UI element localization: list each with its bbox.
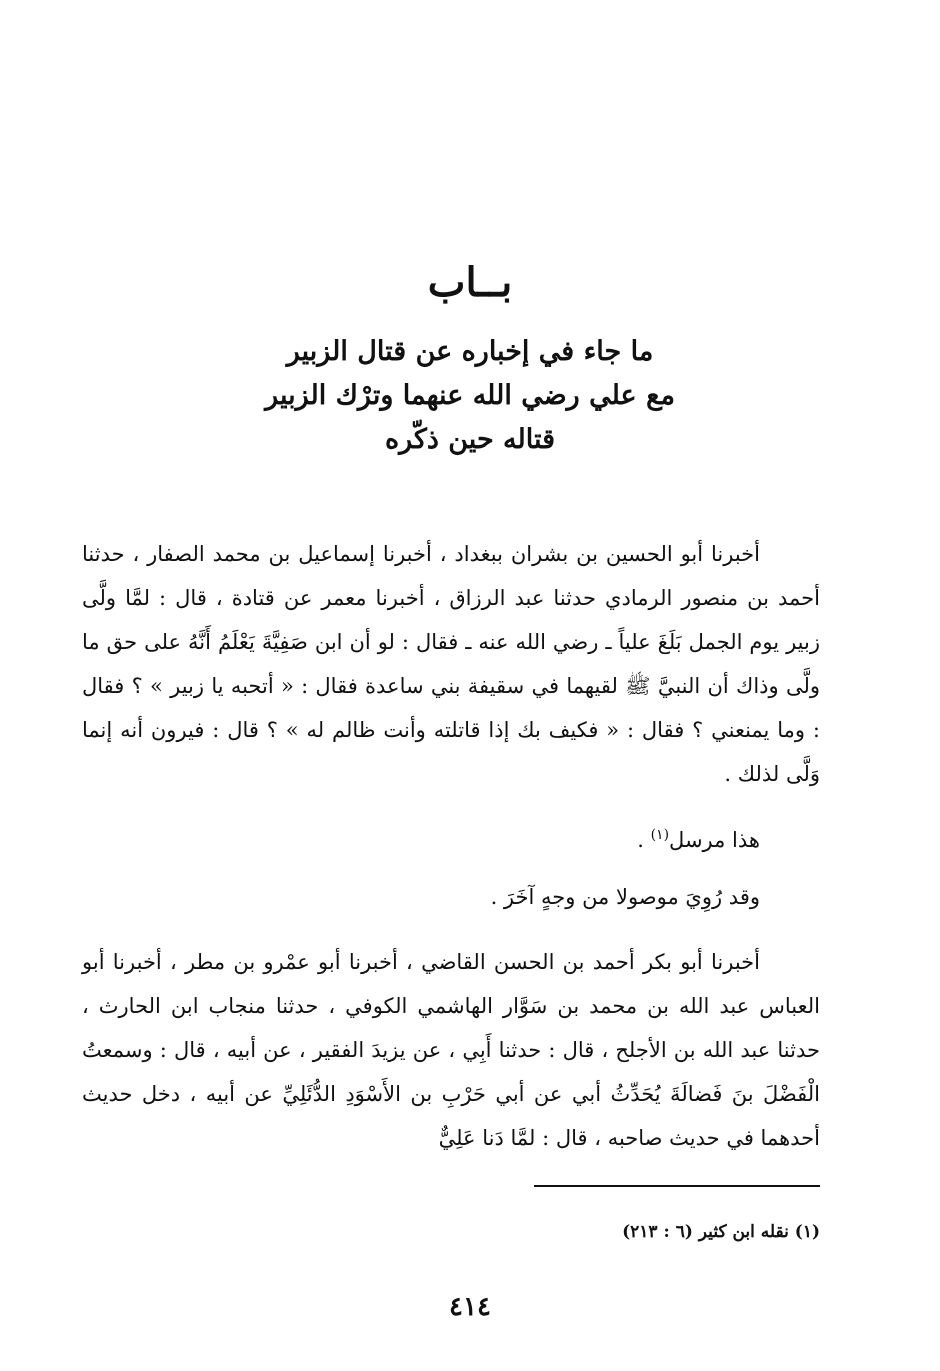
paragraph-text: هذا مرسل — [669, 828, 760, 852]
footnote-divider — [534, 1185, 820, 1187]
page-number: ٤١٤ — [449, 1292, 491, 1322]
paragraph-with-footnote — [82, 818, 820, 862]
footnote: (١) نقله ابن كثير (٦ : ٢١٣) — [622, 1222, 820, 1242]
paragraph-text: أخبرنا أبو بكر أحمد بن الحسن القاضي ، أخبرنا أبو عمْرو بن مطر ، أخبرنا أبو العباس عبد الله بن محمد بن سَوَّار الهاشمي الكوفي ، حدثنا منجاب ابن الحارث ، حدثنا عبد الله بن الأجلح ، قال : حدثنا أَبِي ، عن يزيدَ الفقير ، عن أبيه ، قال : وسمعتُ الْفَضْلَ بنَ فَضالَةَ يُحَدِّثُ أبي عن أبي حَرْبِ بن الأَسْوَدِ الدُّئَلِيِّ عن أبيه ، دخل حديث أحدهما في حديث صاحبه ، قال : لمَّا دَنا عَلِيٌّ — [82, 950, 820, 1150]
paragraph-text: وقد رُوِيَ موصولا من وجهٍ آخَرَ . — [490, 885, 760, 909]
chapter-heading — [120, 258, 820, 462]
chapter-title-line-1: ما جاء في إخباره عن قتال الزبير — [286, 336, 654, 367]
body-paragraph-1 — [82, 532, 820, 796]
footnote-marker: (١) — [650, 827, 670, 843]
body-paragraph-3 — [82, 875, 820, 919]
chapter-title-line-2: مع علي رضي الله عنهما وترْك الزبير — [265, 380, 675, 411]
chapter-word: بــاب — [427, 259, 513, 306]
chapter-title-line-3: قتاله حين ذكّره — [384, 424, 556, 455]
paragraph-text: أخبرنا أبو الحسين بن بشران ببغداد ، أخبرنا إسماعيل بن محمد الصفار ، حدثنا أحمد بن منصور الرمادي حدثنا عبد الرزاق ، أخبرنا معمر عن قتادة ، قال : لمَّا ولَّى زبير يوم الجمل بَلَغَ علياً ـ رضي الله عنه ـ فقال : لو أن ابن صَفِيَّةَ يَعْلَمُ أَنَّهُ على حق ما ولَّى وذاك أن النبيَّ ﷺ لقيهما في سقيفة بني ساعدة فقال : « أتحبه يا زبير » ؟ فقال : وما يمنعني ؟ فقال : « فكيف بك إذا قاتلته وأنت ظالم له » ؟ قال : فيرون أنه إنما وَلَّى لذلك . — [82, 542, 820, 786]
body-paragraph-2 — [82, 818, 820, 862]
paragraph-end: . — [637, 828, 651, 852]
body-paragraph-4 — [82, 940, 820, 1160]
